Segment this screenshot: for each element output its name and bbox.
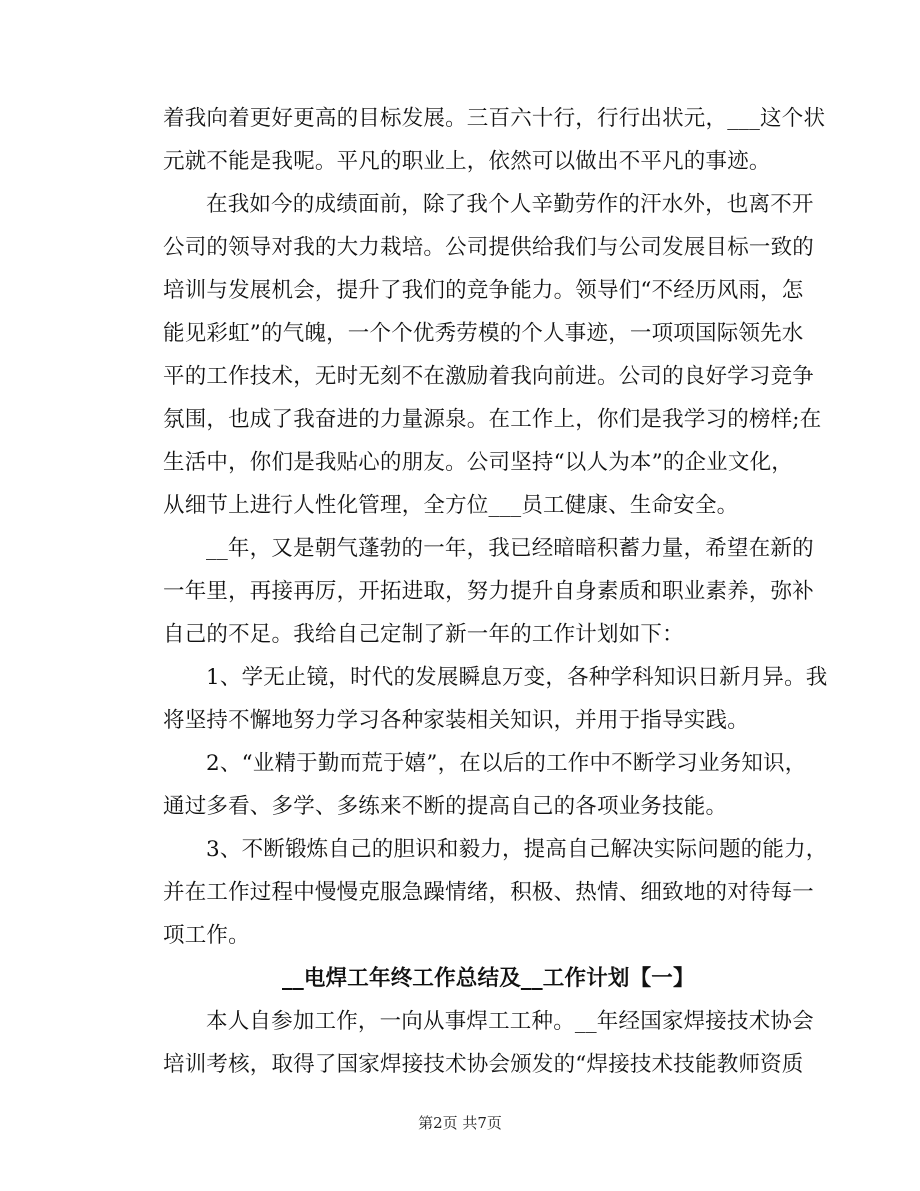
list-item-line: 3、不断锻炼自己的胆识和毅力，提高自己解决实际问题的能力， bbox=[206, 837, 828, 862]
section-heading: __电焊工年终工作总结及__工作计划【一】 bbox=[282, 966, 695, 991]
text-line: 从细节上进行人性化管理，全方位___员工健康、生命安全。 bbox=[163, 493, 739, 518]
paragraph-first-line: 本人自参加工作，一向从事焊工工种。__年经国家焊接技术协会 bbox=[206, 1009, 814, 1034]
text-line: 平的工作技术，无时无刻不在激励着我向前进。公司的良好学习竞争 bbox=[163, 364, 815, 389]
text-line: 能见彩虹”的气魄，一个个优秀劳模的个人事迹，一项项国际领先水 bbox=[163, 321, 804, 346]
paragraph-first-line: 在我如今的成绩面前，除了我个人辛勤劳作的汗水外，也离不开 bbox=[206, 192, 814, 217]
text-line: 元就不能是我呢。平凡的职业上，依然可以做出不平凡的事迹。 bbox=[163, 149, 771, 174]
text-line: 自己的不足。我给自己定制了新一年的工作计划如下： bbox=[163, 622, 684, 647]
text-line: 并在工作过程中慢慢克服急躁情绪，积极、热情、细致地的对待每一 bbox=[163, 880, 815, 905]
text-line: 氛围，也成了我奋进的力量源泉。在工作上，你们是我学习的榜样;在 bbox=[163, 407, 822, 432]
list-item-line: 2、“业精于勤而荒于嬉”，在以后的工作中不断学习业务知识， bbox=[206, 751, 807, 776]
page-number-footer: 第2页 共7页 bbox=[418, 1114, 502, 1132]
text-line: 将坚持不懈地努力学习各种家装相关知识，并用于指导实践。 bbox=[163, 708, 749, 733]
text-line: 一年里，再接再厉，开拓进取，努力提升自身素质和职业素养，弥补 bbox=[163, 579, 815, 604]
text-line: 培训考核，取得了国家焊接技术协会颁发的“焊接技术技能教师资质 bbox=[163, 1052, 804, 1077]
text-line: 公司的领导对我的大力栽培。公司提供给我们与公司发展目标一致的 bbox=[163, 235, 815, 260]
text-line: 着我向着更好更高的目标发展。三百六十行，行行出状元，___这个状 bbox=[163, 106, 826, 131]
text-line: 培训与发展机会，提升了我们的竞争能力。领导们“不经历风雨，怎 bbox=[163, 278, 804, 303]
text-line: 项工作。 bbox=[163, 923, 250, 948]
text-line: 生活中，你们是我贴心的朋友。公司坚持“以人为本”的企业文化， bbox=[163, 450, 793, 475]
list-item-line: 1、学无止镜，时代的发展瞬息万变，各种学科知识日新月异。我 bbox=[206, 665, 828, 690]
text-line: 通过多看、多学、多练来不断的提高自己的各项业务技能。 bbox=[163, 794, 728, 819]
paragraph-first-line: __年，又是朝气蓬勃的一年，我已经暗暗积蓄力量，希望在新的 bbox=[206, 536, 814, 561]
